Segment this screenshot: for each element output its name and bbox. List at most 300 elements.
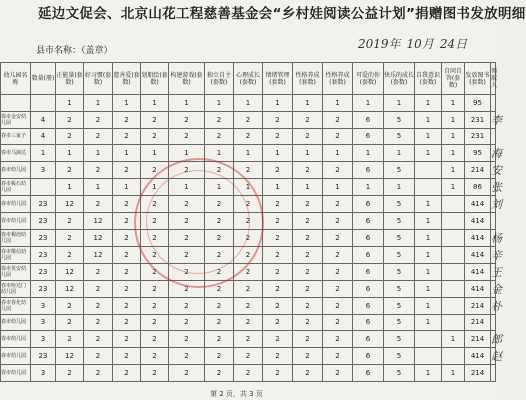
quantity-cell: 2 [234,331,263,348]
quantity-cell: 2 [56,331,84,348]
quantity-cell: 2 [169,162,205,179]
quantity-cell: 1 [234,179,263,196]
quantity-cell: 2 [323,162,353,179]
quantity-cell: 2 [293,365,323,382]
quantity-cell: 2 [141,111,169,128]
quantity-cell: 1 [415,314,442,331]
quantity-cell: 2 [169,128,205,145]
quantity-cell: 2 [263,196,293,213]
column-header: 发放图书(套数) [465,63,491,95]
quantity-cell [442,314,465,331]
quantity-cell: 2 [323,297,353,314]
quantity-cell: 6 [353,111,384,128]
quantity-cell: 1 [384,145,415,162]
quantity-cell: 2 [205,196,234,213]
column-header: 性格养成(套数) [293,63,323,95]
quantity-cell: 12 [84,229,113,246]
quantity-cell: 2 [293,297,323,314]
quantity-cell: 2 [169,297,205,314]
quantity-cell [442,348,465,365]
quantity-cell [442,246,465,263]
quantity-cell [31,179,56,196]
quantity-cell: 5 [384,246,415,263]
quantity-cell: 5 [384,196,415,213]
quantity-cell: 1 [56,179,84,196]
quantity-cell: 1 [293,145,323,162]
quantity-cell: 23 [31,213,56,230]
quantity-cell: 2 [234,128,263,145]
quantity-cell: 2 [323,111,353,128]
quantity-cell: 231 [465,111,491,128]
quantity-cell: 2 [263,111,293,128]
header-row [1,63,496,95]
quantity-cell: 2 [84,128,113,145]
column-header: 心理成长(套数) [234,63,263,95]
quantity-cell: 1 [415,196,442,213]
table-row [1,348,496,365]
quantity-cell [415,348,442,365]
quantity-cell: 2 [141,348,169,365]
recipient-signature-cell [491,213,496,230]
kindergarten-name-cell: 春市板石幼儿园 [1,179,31,196]
column-header: 领取人 [491,63,496,95]
kindergarten-name-cell: 春市楊泡幼儿园 [1,229,31,246]
table-row [1,111,496,128]
quantity-cell: 1 [84,145,113,162]
quantity-cell: 1 [442,331,465,348]
quantity-cell: 2 [293,229,323,246]
quantity-cell: 2 [205,331,234,348]
quantity-cell: 2 [84,348,113,365]
quantity-cell [442,213,465,230]
quantity-cell: 1 [263,145,293,162]
table-row [1,128,496,145]
quantity-cell: 1 [293,95,323,112]
quantity-cell: 12 [84,246,113,263]
kindergarten-name-cell: 春市幼儿园 [1,365,31,382]
quantity-cell: 1 [415,111,442,128]
quantity-cell: 2 [323,213,353,230]
quantity-cell: 2 [234,348,263,365]
quantity-cell: 2 [141,229,169,246]
quantity-cell: 2 [141,196,169,213]
quantity-cell [442,229,465,246]
recipient-signature-cell [491,314,496,331]
quantity-cell: 2 [323,314,353,331]
kindergarten-name-cell: 春市英安幼儿园 [1,263,31,280]
quantity-cell: 1 [415,280,442,297]
quantity-cell: 2 [84,111,113,128]
quantity-cell [442,280,465,297]
table-row [1,314,496,331]
quantity-cell: 6 [353,263,384,280]
recipient-signature-cell: 海 [491,145,496,162]
quantity-cell: 231 [465,128,491,145]
quantity-cell: 2 [293,246,323,263]
quantity-cell: 1 [442,365,465,382]
quantity-cell: 1 [415,297,442,314]
quantity-cell: 2 [234,196,263,213]
quantity-cell: 1 [31,145,56,162]
kindergarten-name-cell: 春市马滴达 [1,145,31,162]
quantity-cell: 23 [31,246,56,263]
column-header: 幼儿园名称 [1,63,31,95]
table-row [1,145,496,162]
quantity-cell: 2 [113,331,141,348]
quantity-cell: 2 [323,246,353,263]
quantity-cell: 2 [293,111,323,128]
quantity-cell: 2 [323,331,353,348]
quantity-cell: 23 [31,348,56,365]
quantity-cell: 1 [263,179,293,196]
column-header: 构建游戏(套数) [169,63,205,95]
quantity-cell: 5 [384,263,415,280]
quantity-cell: 2 [205,128,234,145]
quantity-cell: 6 [353,348,384,365]
quantity-cell: 2 [323,229,353,246]
quantity-cell: 2 [234,297,263,314]
column-header: 好习惯(套数) [84,63,113,95]
quantity-cell: 2 [141,365,169,382]
kindergarten-name-cell: 春市春化幼儿园 [1,297,31,314]
quantity-cell: 1 [415,128,442,145]
quantity-cell: 5 [384,128,415,145]
column-header: 快乐的成长(套数) [384,63,415,95]
quantity-cell: 2 [169,229,205,246]
quantity-cell: 2 [205,213,234,230]
quantity-cell: 2 [205,348,234,365]
quantity-cell: 2 [293,280,323,297]
quantity-cell: 2 [263,213,293,230]
column-header: 情绪管理(套数) [263,63,293,95]
quantity-cell: 2 [263,280,293,297]
quantity-cell: 2 [169,246,205,263]
quantity-cell: 1 [323,145,353,162]
quantity-cell: 414 [465,246,491,263]
page-footer: 第 2 页，共 3 页 [210,390,263,398]
quantity-cell: 414 [465,280,491,297]
quantity-cell: 12 [56,280,84,297]
quantity-cell: 6 [353,229,384,246]
quantity-cell: 2 [293,314,323,331]
quantity-cell: 2 [169,365,205,382]
quantity-cell: 2 [263,263,293,280]
quantity-cell: 2 [169,213,205,230]
quantity-cell: 6 [353,331,384,348]
kindergarten-name-cell [1,95,31,112]
quantity-cell: 12 [56,196,84,213]
quantity-cell: 2 [113,263,141,280]
quantity-cell: 2 [234,162,263,179]
quantity-cell: 2 [141,263,169,280]
quantity-cell: 2 [293,128,323,145]
quantity-cell: 1 [442,162,465,179]
quantity-cell: 2 [205,280,234,297]
quantity-cell [31,95,56,112]
quantity-cell: 2 [205,246,234,263]
quantity-cell: 2 [141,246,169,263]
document-title: 延边文促会、北京山花工程慈善基金会“乡村娃阅读公益计划”捐赠图书发放明细 [38,6,526,22]
quantity-cell: 214 [465,331,491,348]
quantity-cell: 2 [293,213,323,230]
quantity-cell: 2 [56,314,84,331]
quantity-cell: 2 [205,365,234,382]
quantity-cell: 3 [31,331,56,348]
quantity-cell: 2 [141,128,169,145]
quantity-cell: 6 [353,280,384,297]
quantity-cell: 2 [323,365,353,382]
quantity-cell: 5 [384,297,415,314]
column-header: 可爱的你(套数) [353,63,384,95]
quantity-cell: 2 [205,162,234,179]
quantity-cell: 2 [141,314,169,331]
column-header: 自我意识(套数) [415,63,442,95]
quantity-cell: 1 [205,95,234,112]
quantity-cell: 2 [169,314,205,331]
kindergarten-name-cell: 春市敬信幼儿园 [1,246,31,263]
county-label: 县市名称：（盖章） [36,46,113,56]
quantity-cell: 2 [113,297,141,314]
quantity-cell: 5 [384,162,415,179]
date-day: 24日 [439,37,468,51]
quantity-cell: 2 [56,229,84,246]
quantity-cell: 1 [205,179,234,196]
quantity-cell: 5 [384,348,415,365]
recipient-signature-cell [491,365,496,382]
quantity-cell: 2 [234,314,263,331]
kindergarten-name-cell: 春市幼儿园 [1,331,31,348]
quantity-cell: 1 [169,145,205,162]
quantity-cell: 2 [263,331,293,348]
quantity-cell: 1 [442,128,465,145]
quantity-cell: 23 [31,263,56,280]
quantity-cell: 1 [415,145,442,162]
quantity-cell: 2 [234,111,263,128]
quantity-cell: 414 [465,196,491,213]
quantity-cell: 2 [113,196,141,213]
recipient-signature-cell [491,95,496,112]
quantity-cell: 2 [323,348,353,365]
handwritten-date [358,35,473,52]
recipient-signature-cell: 赵 [491,348,496,365]
quantity-cell: 1 [353,95,384,112]
quantity-cell: 2 [56,162,84,179]
quantity-cell: 2 [205,229,234,246]
quantity-cell: 2 [205,263,234,280]
quantity-cell: 1 [141,179,169,196]
quantity-cell: 1 [353,145,384,162]
quantity-cell: 5 [384,365,415,382]
quantity-cell: 5 [384,331,415,348]
recipient-signature-cell: 辛 [491,246,496,263]
quantity-cell: 6 [353,365,384,382]
quantity-cell: 2 [113,348,141,365]
quantity-cell: 1 [84,179,113,196]
quantity-cell: 2 [84,263,113,280]
quantity-cell: 2 [56,297,84,314]
quantity-cell: 2 [113,314,141,331]
quantity-cell: 1 [323,179,353,196]
kindergarten-name-cell: 春市幼儿园 [1,213,31,230]
quantity-cell: 3 [31,314,56,331]
quantity-cell: 23 [31,196,56,213]
quantity-cell: 2 [141,162,169,179]
column-header: 性格养成(套数) [323,63,353,95]
quantity-cell: 214 [465,365,491,382]
recipient-signature-cell: 李 [491,111,496,128]
quantity-cell: 1 [141,95,169,112]
quantity-cell: 95 [465,145,491,162]
kindergarten-name-cell: 春市三家子 [1,128,31,145]
quantity-cell: 5 [384,213,415,230]
quantity-cell: 214 [465,297,491,314]
quantity-cell: 2 [263,162,293,179]
quantity-cell: 2 [56,111,84,128]
quantity-cell: 2 [263,128,293,145]
quantity-cell: 2 [113,280,141,297]
kindergarten-name-cell: 春市金安幼儿园 [1,111,31,128]
quantity-cell: 2 [263,246,293,263]
quantity-cell: 1 [141,145,169,162]
quantity-cell: 2 [323,263,353,280]
quantity-cell: 2 [56,246,84,263]
quantity-cell: 12 [56,348,84,365]
quantity-cell: 2 [169,263,205,280]
quantity-cell: 1 [205,145,234,162]
column-header: 自问自答(套数) [442,63,465,95]
quantity-cell: 6 [353,246,384,263]
recipient-signature-cell: 刘 [491,196,496,213]
quantity-cell: 2 [56,128,84,145]
quantity-cell: 2 [141,213,169,230]
quantity-cell: 2 [234,229,263,246]
quantity-cell: 1 [442,95,465,112]
quantity-cell: 2 [169,196,205,213]
quantity-cell: 2 [84,297,113,314]
recipient-signature-cell: 郎 [491,331,496,348]
quantity-cell [415,179,442,196]
quantity-cell: 1 [415,263,442,280]
recipient-signature-cell: 张 [491,179,496,196]
quantity-cell: 3 [31,365,56,382]
quantity-cell: 6 [353,196,384,213]
kindergarten-name-cell: 春市幼儿园 [1,196,31,213]
quantity-cell: 6 [353,128,384,145]
recipient-signature-cell: 安 [491,162,496,179]
quantity-cell: 1 [442,179,465,196]
quantity-cell: 12 [56,263,84,280]
quantity-cell: 1 [353,179,384,196]
quantity-cell: 2 [263,348,293,365]
quantity-cell: 1 [169,179,205,196]
quantity-cell: 6 [353,314,384,331]
quantity-cell: 5 [384,229,415,246]
quantity-cell: 6 [353,162,384,179]
quantity-cell: 2 [323,196,353,213]
quantity-cell: 1 [263,95,293,112]
quantity-cell: 2 [113,365,141,382]
date-month: 10月 [406,37,434,51]
quantity-cell: 23 [31,280,56,297]
quantity-cell: 2 [169,280,205,297]
quantity-cell: 1 [113,95,141,112]
quantity-cell: 2 [113,111,141,128]
quantity-cell: 1 [323,95,353,112]
quantity-cell: 5 [384,314,415,331]
quantity-cell: 12 [84,213,113,230]
quantity-cell: 2 [169,348,205,365]
quantity-cell: 1 [293,179,323,196]
recipient-signature-cell [491,128,496,145]
quantity-cell [442,263,465,280]
quantity-cell: 2 [263,314,293,331]
quantity-cell: 2 [323,128,353,145]
table-row [1,297,496,314]
quantity-cell: 2 [56,213,84,230]
quantity-cell: 2 [141,280,169,297]
kindergarten-name-cell: 春市哈达门幼儿园 [1,280,31,297]
quantity-cell: 2 [293,162,323,179]
quantity-cell: 2 [84,162,113,179]
quantity-cell: 2 [56,365,84,382]
quantity-cell: 1 [234,145,263,162]
quantity-cell: 4 [31,111,56,128]
quantity-cell: 5 [384,111,415,128]
quantity-cell: 2 [113,213,141,230]
quantity-cell: 2 [141,331,169,348]
column-header: 划船绘(套数) [141,63,169,95]
quantity-cell: 2 [293,263,323,280]
date-year: 2019年 [358,37,401,51]
quantity-cell [442,297,465,314]
quantity-cell: 2 [84,365,113,382]
quantity-cell: 2 [234,263,263,280]
recipient-signature-cell: 朴 [491,297,496,314]
quantity-cell: 1 [113,179,141,196]
official-seal [134,158,264,288]
quantity-cell: 1 [56,95,84,112]
quantity-cell: 1 [56,145,84,162]
table-row [1,95,496,112]
quantity-cell: 2 [293,348,323,365]
quantity-cell: 1 [234,95,263,112]
quantity-cell: 2 [84,196,113,213]
kindergarten-name-cell: 春市幼儿园 [1,314,31,331]
column-header: 慈善爱(套数) [113,63,141,95]
quantity-cell: 2 [113,128,141,145]
quantity-cell [442,196,465,213]
quantity-cell: 2 [205,111,234,128]
table-row [1,162,496,179]
table-row [1,331,496,348]
quantity-cell: 1 [415,246,442,263]
quantity-cell: 414 [465,348,491,365]
quantity-cell: 2 [113,162,141,179]
seal-inner-ring [146,170,250,274]
quantity-cell: 2 [169,331,205,348]
quantity-cell: 23 [31,229,56,246]
quantity-cell: 2 [234,213,263,230]
quantity-cell: 2 [323,280,353,297]
quantity-cell: 414 [465,229,491,246]
quantity-cell: 2 [263,365,293,382]
column-header: 独立自主(套数) [205,63,234,95]
quantity-cell: 2 [205,314,234,331]
quantity-cell: 2 [113,229,141,246]
quantity-cell: 2 [141,297,169,314]
quantity-cell: 6 [353,213,384,230]
quantity-cell [415,331,442,348]
